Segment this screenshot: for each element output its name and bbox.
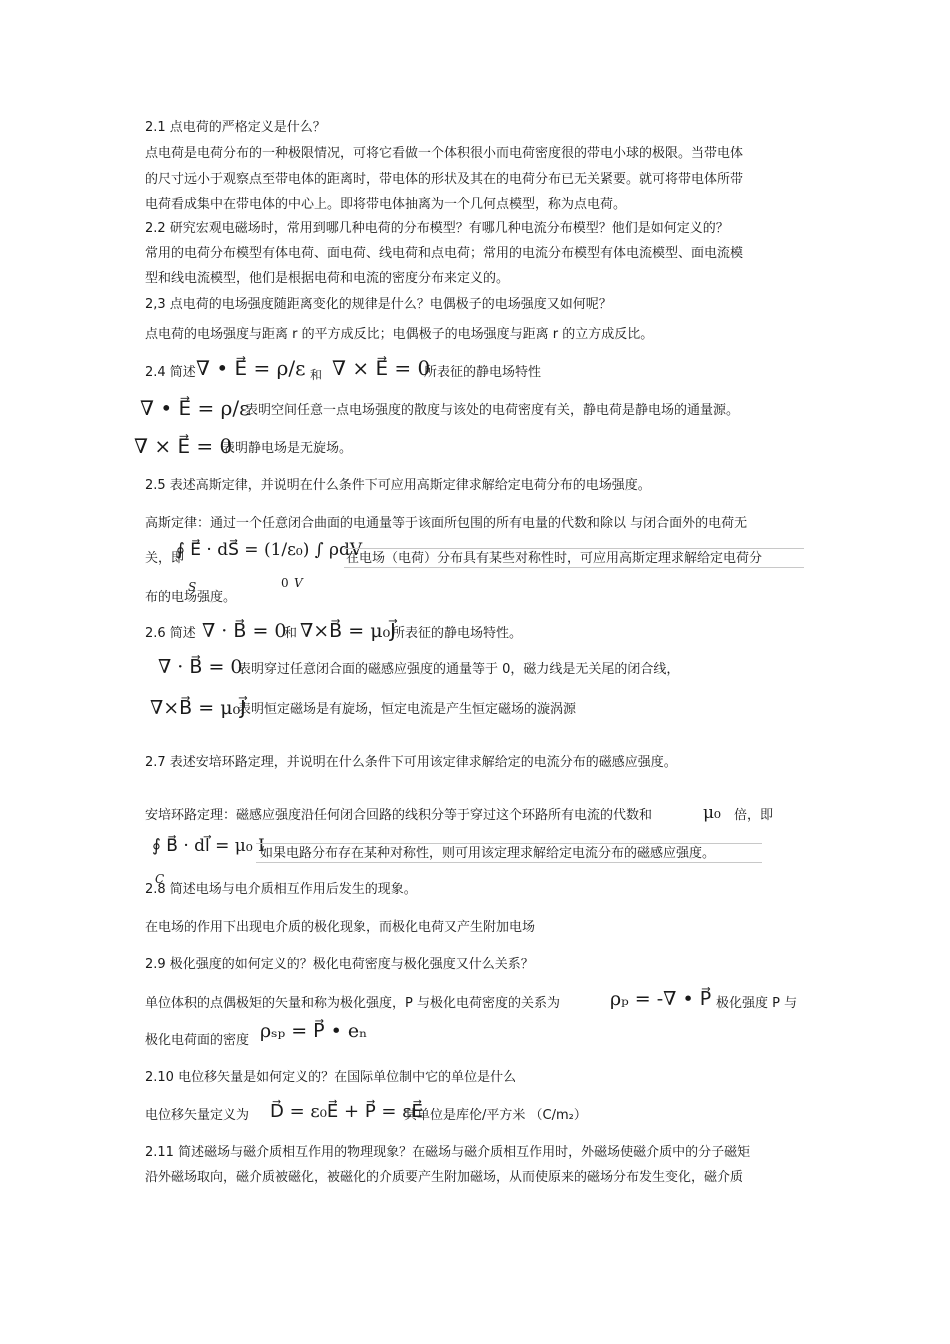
equation-polarization-charge: ρₚ = -∇ • P⃗ [610,988,712,1010]
equation-curl-e-repeat: ∇ × E⃗ = 0 [134,434,233,458]
gauss-surface-subscript: S [188,580,197,594]
and-word-2-6: 和 [284,626,298,641]
answer-2-1-line-2: 的尺寸远小于观察点至带电体的距离时，带电体的形状及其在的电荷分布已无关紧要。就可将带电体所带 [145,172,744,187]
equation-curl-b: ∇×B⃗ = μ₀J⃗ [300,620,396,642]
question-2-11-line-1: 2.11 简述磁场与磁介质相互作用的物理现象？在磁场与磁介质相互作用时，外磁场使磁介质中的分子磁矩 [145,1145,751,1160]
answer-2-9-line-2-prefix: 极化电荷面的密度 [145,1033,250,1048]
question-2-10: 2.10 电位移矢量是如何定义的？在国际单位制中它的单位是什么 [145,1070,517,1085]
answer-2-9-line-1-suffix: 极化强度 P 与 [716,996,798,1011]
answer-2-7-line-1-suffix: 倍，即 [734,808,774,823]
question-2-4-suffix: 所表征的静电场特性 [424,365,542,380]
ampere-curve-subscript: C [155,872,165,886]
and-word: 和 [310,368,323,382]
gauss-volume-subscript: V [294,576,303,590]
answer-2-3: 点电荷的电场强度与距离 r 的平方成反比；电偶极子的电场强度与距离 r 的立方成反比。 [145,327,654,342]
answer-2-6-line-1: 表明穿过任意闭合面的磁感应强度的通量等于 0，磁力线是无关尾的闭合线， [238,662,680,677]
question-2-3: 2,3 点电荷的电场强度随距离变化的规律是什么？电偶极子的电场强度又如何呢？ [145,297,612,312]
equation-divergence-b: ∇ · B⃗ = 0 [202,620,287,642]
equation-curl-b-repeat: ∇×B⃗ = μ₀J⃗ [150,697,246,719]
answer-2-7-line-2: 如果电路分布存在某种对称性，则可用该定理求解给定电流分布的磁感应强度。 [260,846,716,861]
answer-2-1-line-3: 电荷看成集中在带电体的中心上。即将带电体抽离为一个几何点模型，称为点电荷。 [145,197,627,212]
question-2-9: 2.9 极化强度的如何定义的？极化电荷密度与极化强度又什么关系？ [145,957,534,972]
question-2-1: 2.1 点电荷的严格定义是什么？ [145,120,326,135]
answer-2-2-line-1: 常用的电荷分布模型有体电荷、面电荷、线电荷和点电荷；常用的电流分布模型有体电流模型、面电流模 [145,246,744,261]
question-2-5: 2.5 表述高斯定律，并说明在什么条件下可应用高斯定律求解给定电荷分布的电场强度。 [145,478,651,493]
answer-2-4-line-2: 表明静电场是无旋场。 [222,441,353,456]
answer-2-10-suffix: 其单位是库伦/平方米 （C/m₂） [404,1108,587,1123]
question-2-6-prefix: 2.6 简述 [145,626,196,641]
equation-surface-charge: ρₛₚ = P⃗ • eₙ [260,1020,368,1042]
answer-2-2-line-2: 型和线电流模型，他们是根据电荷和电流的密度分布来定义的。 [145,271,510,286]
equation-divergence-b-repeat: ∇ · B⃗ = 0 [158,656,243,678]
question-2-6-suffix: 所表征的静电场特性。 [392,626,523,641]
answer-2-5-line-2-suffix: 在电场（电荷）分布具有某些对称性时，可应用高斯定理求解给定电荷分 [346,551,763,566]
question-2-2: 2.2 研究宏观电磁场时，常用到哪几种电荷的分布模型？有哪几种电流分布模型？他们是如何定义的？ [145,221,729,236]
equation-curl-e: ∇ × E⃗ = 0 [332,356,431,380]
answer-2-10-prefix: 电位移矢量定义为 [145,1108,250,1123]
answer-2-5-line-1: 高斯定律：通过一个任意闭合曲面的电通量等于该面所包围的所有电量的代数和除以 与闭合面外的电荷无 [145,516,748,531]
equation-displacement: D⃗ = ε₀E⃗ + P⃗ = εE⃗ [270,1101,423,1122]
answer-2-4-line-1: 表明空间任意一点电场强度的散度与该处的电荷密度有关，静电荷是静电场的通量源。 [245,403,740,418]
question-2-7: 2.7 表述安培环路定理，并说明在什么条件下可用该定律求解给定的电流分布的磁感应强度。 [145,755,677,770]
answer-2-1-line-1: 点电荷是电荷分布的一种极限情况，可将它看做一个体积很小而电荷密度很的带电小球的极限。当带电体 [145,146,744,161]
question-2-4-prefix: 2.4 简述 [145,365,196,380]
answer-2-7-line-1-prefix: 安培环路定理：磁感应强度沿任何闭合回路的线积分等于穿过这个环路所有电流的代数和 [145,808,653,823]
answer-2-9-line-1-prefix: 单位体积的点偶极矩的矢量和称为极化强度，P 与极化电荷密度的关系为 [145,996,560,1011]
equation-divergence-e-repeat: ∇ • E⃗ = ρ/ε [140,396,250,420]
answer-2-8: 在电场的作用下出现电介质的极化现象，而极化电荷又产生附加电场 [145,920,536,935]
equation-divergence-e: ∇ • E⃗ = ρ/ε [196,356,306,380]
question-2-8: 2.8 简述电场与电介质相互作用后发生的现象。 [145,882,417,897]
answer-2-5-line-3: 布的电场强度。 [145,590,237,605]
epsilon-subscript: 0 [281,576,289,590]
question-2-11-line-2: 沿外磁场取向，磁介质被磁化，被磁化的介质要产生附加磁场，从而使原来的磁场分布发生变化，磁介质 [145,1170,744,1185]
equation-ampere-law: ∮ B⃗ · dl⃗ = μ₀ I [152,836,265,856]
equation-gauss-law: ∮ E⃗ · dS⃗ = (1/ε₀) ∫ ρdV [176,540,363,560]
answer-2-6-line-2: 表明恒定磁场是有旋场，恒定电流是产生恒定磁场的漩涡源 [238,702,577,717]
mu-zero-symbol: μ₀ [703,803,721,823]
answer-2-5-line-2-prefix: 关，即 [145,551,185,566]
